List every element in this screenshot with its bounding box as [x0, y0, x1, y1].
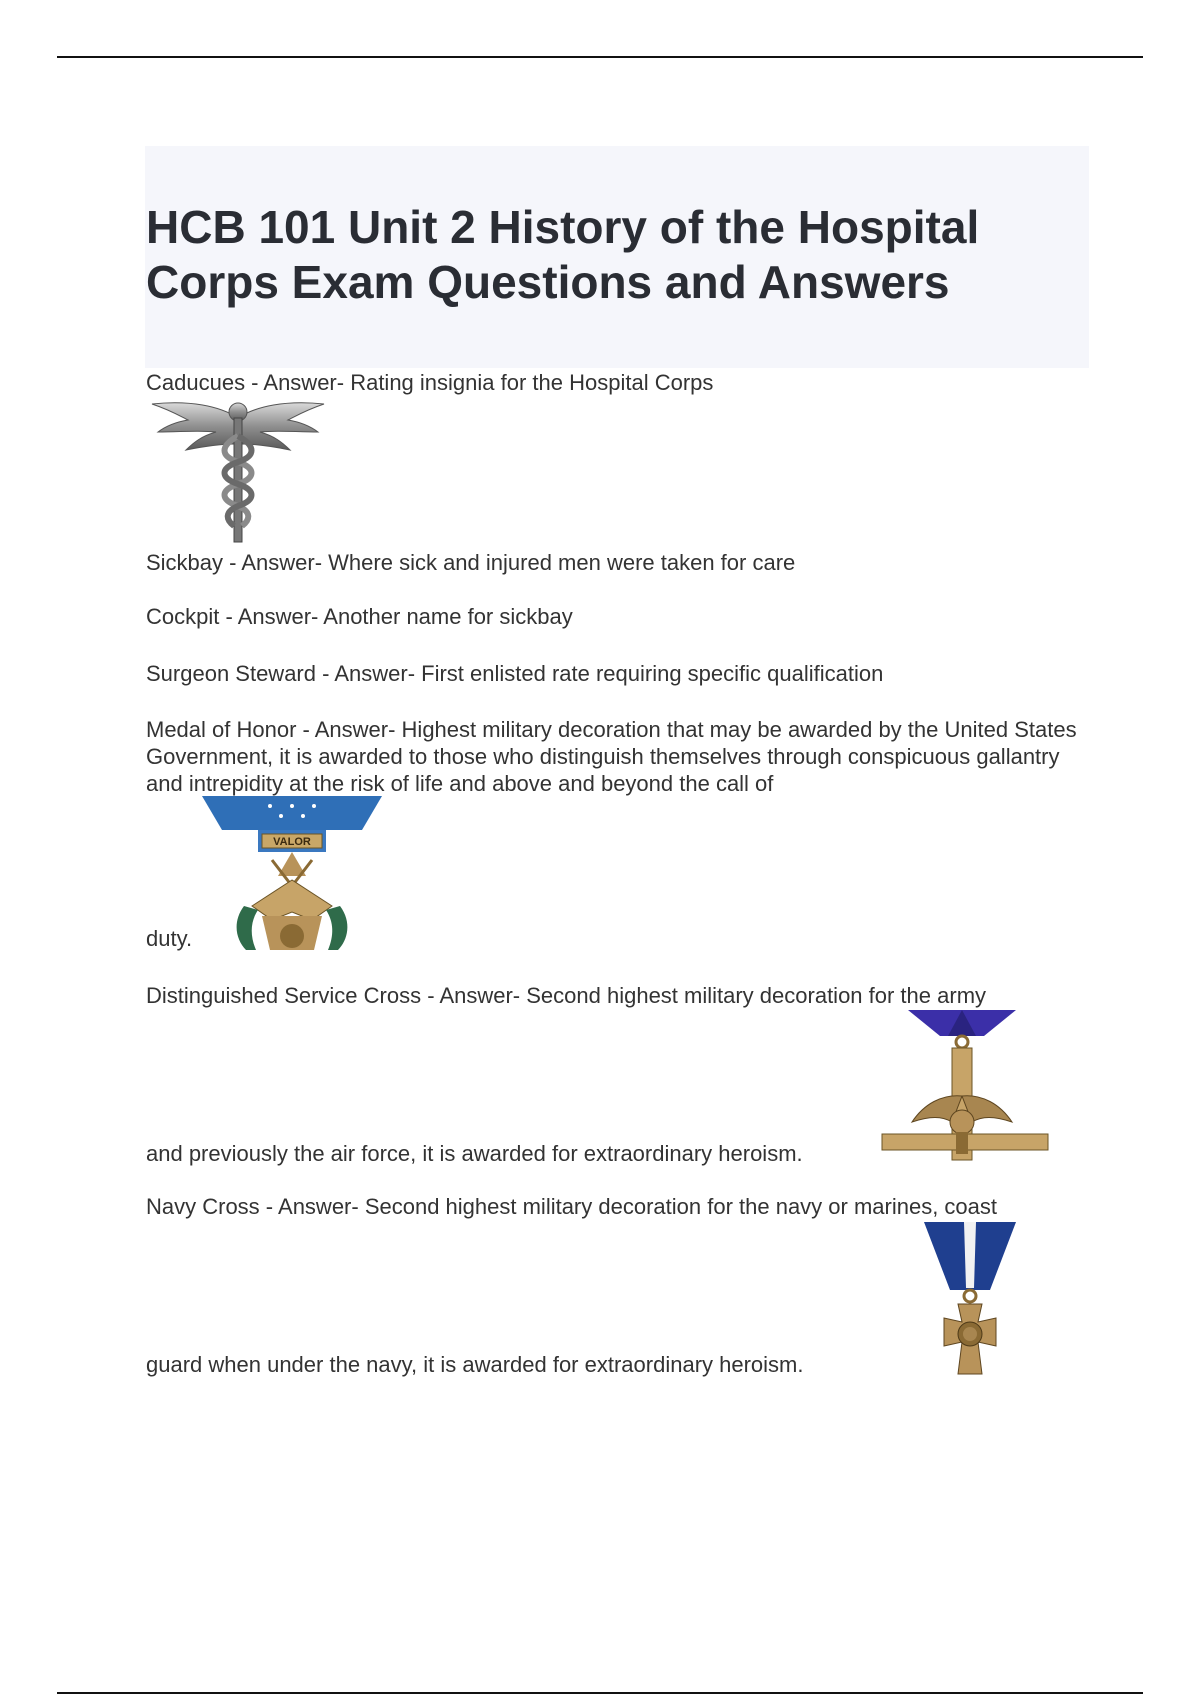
- item-cockpit: Cockpit - Answer- Another name for sickbay: [146, 604, 573, 629]
- distinguished-service-cross-image: [872, 1010, 1058, 1162]
- bottom-rule: [57, 1692, 1143, 1694]
- item-dsc-line2: and previously the air force, it is awarded for extraordinary heroism.: [146, 1141, 803, 1166]
- valor-label: VALOR: [273, 836, 311, 848]
- item-navy-cross-line1: Navy Cross - Answer- Second highest military decoration for the navy or marines, coast: [146, 1194, 998, 1219]
- navy-cross-image: [920, 1222, 1020, 1376]
- item-surgeon-steward: Surgeon Steward - Answer- First enlisted rate requiring specific qualification: [146, 661, 884, 686]
- item-medal-of-honor-end: duty.: [146, 926, 193, 951]
- item-sickbay: Sickbay - Answer- Where sick and injured men were taken for care: [146, 550, 796, 575]
- top-rule: [57, 56, 1143, 58]
- item-navy-cross-line2: guard when under the navy, it is awarded for extraordinary heroism.: [146, 1352, 804, 1377]
- page-title: HCB 101 Unit 2 History of the Hospital Corps Exam Questions and Answers: [146, 201, 980, 308]
- item-medal-of-honor: Medal of Honor - Answer- Highest military decoration that may be awarded by the United States Government, it is awarded to those who distinguish themselves through conspicuous gallantry and intrepidity at the risk of life and above and beyond the call of: [146, 717, 1077, 796]
- medal-of-honor-image: [202, 796, 382, 950]
- caduceus-icon: [150, 396, 326, 546]
- item-dsc-line1: Distinguished Service Cross - Answer- Second highest military decoration for the army: [146, 983, 987, 1008]
- item-caducues: Caducues - Answer- Rating insignia for the Hospital Corps: [146, 370, 714, 395]
